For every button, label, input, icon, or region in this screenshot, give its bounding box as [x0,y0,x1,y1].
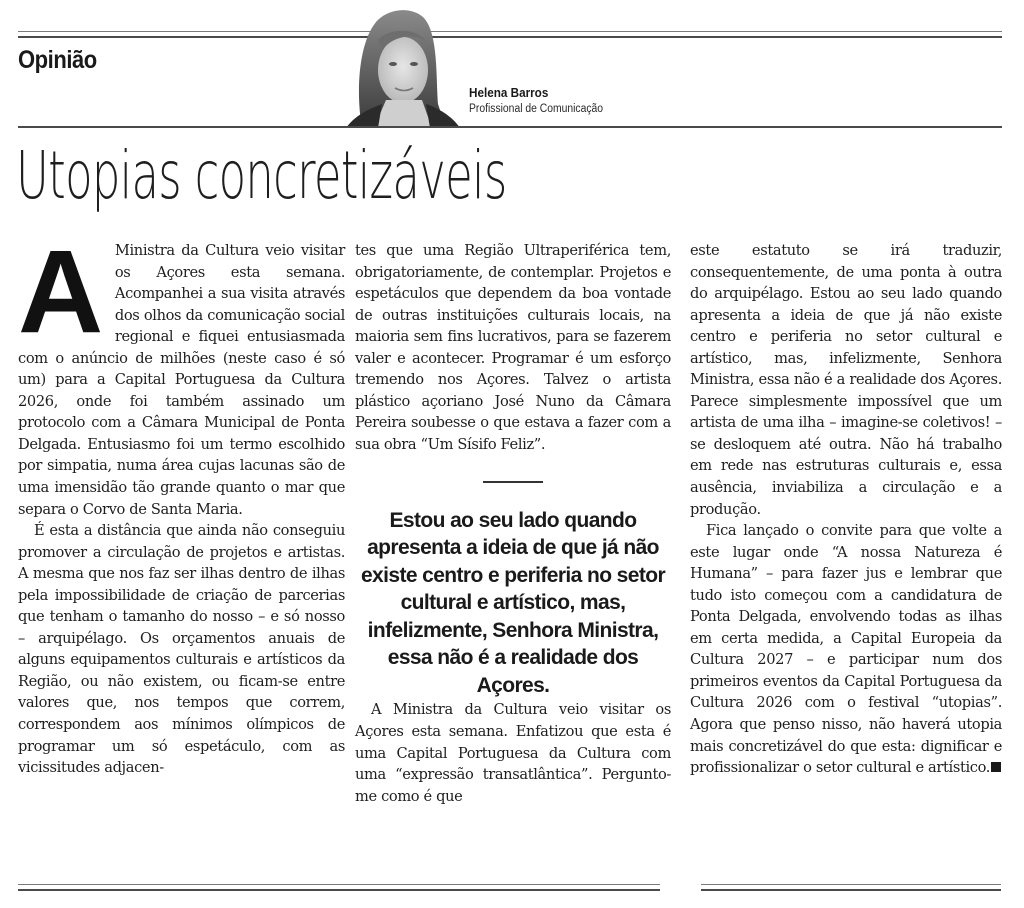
end-of-article-icon [991,762,1001,772]
bottom-rule-left-thin [18,884,660,885]
top-rule-thin [18,31,1002,32]
author-role: Profissional de Comunicação [469,103,604,115]
section-label: Opinião [18,46,97,74]
article-column-2 [355,240,671,807]
byline-rule [18,126,1002,128]
paragraph-text: Ministra da Cultura veio visitar os Açores esta semana. Acompanhei a sua visita através dos olhos da comunicação social regional e fiquei entusiasmada com o anúncio de milhões (neste caso é só um) para a Capital Portuguesa da Cultura 2026, onde foi também assinado um protocolo com a Câmara Municipal de Ponta Delgada. Entusiasmo foi um termo escolhido por simpatia, numa área cujas lacunas são de uma imensidão tão grande quanto o mar que separa o Corvo de Santa Maria. [18,242,345,518]
paragraph: tes que uma Região Ultraperiférica tem, obrigatoriamente, de contemplar. Projetos e espetáculos que dependem da boa vontade de outras instituições culturais locais, na maioria sem fins lucrativos, para se fazerem valer e acontecer. Programar é um esforço tremendo nos Açores. Talvez o artista plástico açoriano José Nuno da Câmara Pereira soubesse o que estava a fazer com a sua obra “Um Sísifo Feliz”. [355,242,671,453]
paragraph: A Ministra da Cultura veio visitar os Açores esta semana. Enfatizou que esta é uma Capital Portuguesa da Cultura com uma “expressão transatlântica”. Pergunto-me como é que [355,701,671,805]
bottom-rule-right-thin [701,884,1001,885]
paragraph: este estatuto se irá traduzir, consequentemente, de uma ponta à outra do arquipélago. Estou ao seu lado quando apresenta a ideia de que já não existe centro e periferia no setor cultural e artístico, mas, infelizmente, Senhora Ministra, essa não é a realidade dos Açores. Parece simplesmente impossível que um artista de uma ilha – imagine-se coletivos! – se desloquem até outra. Não há trabalho em rede nas estruturas culturais e, essa ausência, inviabiliza a circulação e a produção. [690,242,1002,518]
drop-cap: A [18,226,103,358]
pullquote: Estou ao seu lado quando apresenta a ideia de que já não existe centro e periferia no setor cultural e artístico, mas, infelizmente, Senhora Ministra, essa não é a realidade dos Açores. [360,508,666,697]
article-column-3 [690,240,1002,779]
bottom-rule-right-thick [701,889,1001,891]
paragraph-text: Fica lançado o convite para que volte a este lugar onde “A nossa Natureza é Humana” – para fazer jus e lembrar que tudo isto começou com a candidatura de Ponta Delgada, envolvendo todas as ilhas em certa medida, a Capital Europeia da Cultura 2027 – e participar num dos primeiros eventos da Capital Portuguesa da Cultura 2026 com o festival “utopias”. Agora que penso nisso, não haverá utopia mais concretizável do que esta: dignificar e profissionalizar o setor cultural e artístico. [690,522,1002,777]
paragraph [690,520,1002,779]
top-rule-thick [18,36,1002,38]
author-photo [326,4,460,128]
author-name: Helena Barros [469,85,549,100]
article-title: Utopias concretizáveis [16,137,507,214]
author-portrait-icon [326,4,460,128]
bottom-rule-left-thick [18,889,660,891]
pullquote-divider [483,481,543,483]
paragraph: É esta a distância que ainda não conseguiu promover a circulação de projetos e artistas. A mesma que nos faz ser ilhas dentro de ilhas pela impossibilidade de criação de parcerias que tenham o tamanho do nosso – e só nosso – arquipélago. Os orçamentos anuais de alguns equipamentos culturais e artísticos da Região, ou não existem, ou ficam-se entre valores que, nos tempos que correm, correspondem aos mínimos olímpicos de programar um só espetáculo, com as vicissitudes adjacen- [18,522,345,777]
paragraph [18,226,345,520]
article-column-1 [18,226,345,779]
